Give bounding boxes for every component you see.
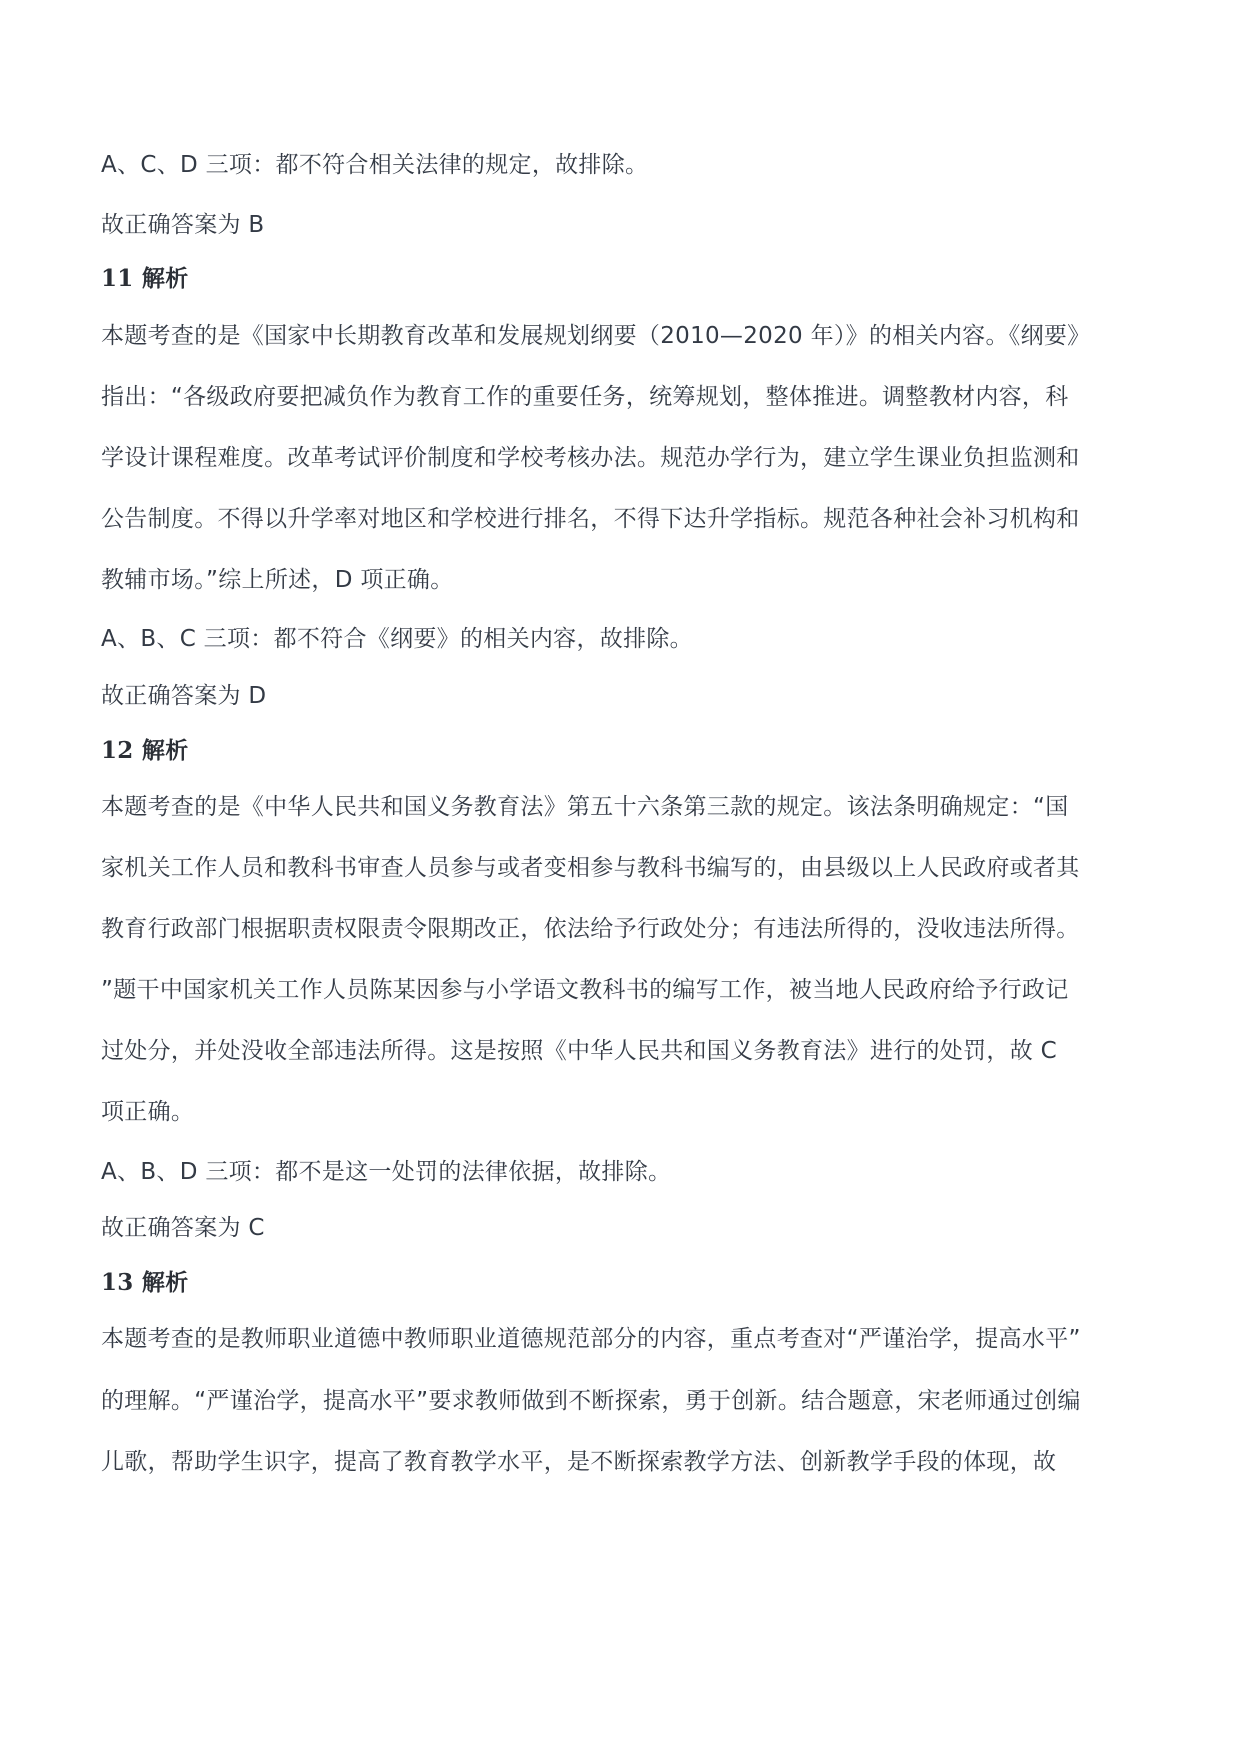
paragraph-line: 项正确。 <box>101 1099 195 1125</box>
paragraph-line: 学设计课程难度。改革考试评价制度和学校考核办法。规范办学行为，建立学生课业负担监测和 <box>101 445 1080 471</box>
section-heading-13: 13 解析 <box>101 1269 189 1296</box>
paragraph-line: 本题考查的是《中华人民共和国义务教育法》第五十六条第三款的规定。该法条明确规定：“国 <box>101 794 1069 820</box>
paragraph-line: 指出：“各级政府要把减负作为教育工作的重要任务，统筹规划，整体推进。调整教材内容，科 <box>101 384 1069 410</box>
paragraph-line: 儿歌，帮助学生识字，提高了教育教学水平，是不断探索教学方法、创新教学手段的体现，故 <box>101 1449 1057 1475</box>
correct-answer-line: 故正确答案为 B <box>101 212 265 238</box>
paragraph-line: 教辅市场。”综上所述，D 项正确。 <box>101 567 454 593</box>
section-heading-11: 11 解析 <box>101 265 189 292</box>
paragraph-line: ”题干中国家机关工作人员陈某因参与小学语文教科书的编写工作，被当地人民政府给予行政记 <box>101 977 1069 1003</box>
paragraph-line: 家机关工作人员和教科书审查人员参与或者变相参与教科书编写的，由县级以上人民政府或者其 <box>101 855 1080 881</box>
answer-note-line: A、C、D 三项：都不符合相关法律的规定，故排除。 <box>101 152 649 178</box>
paragraph-line: 过处分，并处没收全部违法所得。这是按照《中华人民共和国义务教育法》进行的处罚，故 C <box>101 1038 1057 1064</box>
answer-note-line: A、B、D 三项：都不是这一处罚的法律依据，故排除。 <box>101 1159 672 1185</box>
paragraph-line: 本题考查的是教师职业道德中教师职业道德规范部分的内容，重点考查对“严谨治学，提高水平” <box>101 1326 1081 1352</box>
correct-answer-line: 故正确答案为 D <box>101 683 267 709</box>
paragraph-line: 教育行政部门根据职责权限责令限期改正，依法给予行政处分；有违法所得的，没收违法所得。 <box>101 916 1080 942</box>
paragraph-line: 的理解。“严谨治学，提高水平”要求教师做到不断探索，勇于创新。结合题意，宋老师通过创编 <box>101 1388 1081 1414</box>
correct-answer-line: 故正确答案为 C <box>101 1215 265 1241</box>
paragraph-line: 本题考查的是《国家中长期教育改革和发展规划纲要（2010—2020 年）》的相关内容。《纲要》 <box>101 323 1091 349</box>
answer-note-line: A、B、C 三项：都不符合《纲要》的相关内容，故排除。 <box>101 626 693 652</box>
section-heading-12: 12 解析 <box>101 737 189 764</box>
paragraph-line: 公告制度。不得以升学率对地区和学校进行排名，不得下达升学指标。规范各种社会补习机构和 <box>101 506 1080 532</box>
